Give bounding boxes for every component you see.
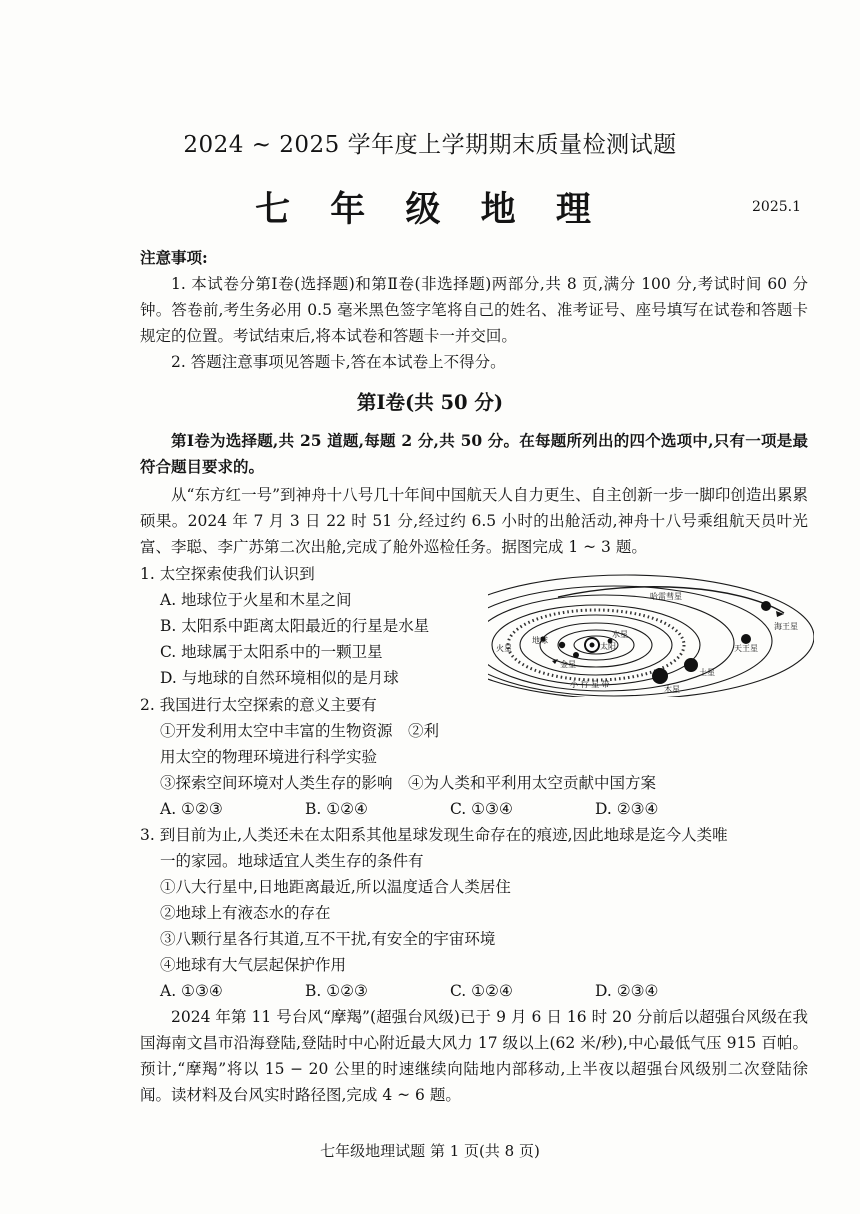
label-saturn: 土星 <box>699 668 715 677</box>
section-title: 第Ⅰ卷(共 50 分) <box>356 391 504 414</box>
q2-stem: 2. 我国进行太空探索的意义主要有 <box>140 696 377 714</box>
q1-option-a: A. 地球位于火星和木星之间 <box>160 591 352 609</box>
exam-date: 2025.1 <box>752 199 801 215</box>
q3-options <box>160 978 760 1004</box>
label-jupiter: 木星 <box>664 685 680 694</box>
q3-stem-line-1: 3. 到目前为止,人类还未在太阳系其他星球发现生命存在的痕迹,因此地球是迄今人类唯 <box>140 826 728 844</box>
q3-option-d: D. ②③④ <box>595 982 659 1000</box>
q1-stem: 1. 太空探索使我们认识到 <box>140 565 315 583</box>
page-footer: 七年级地理试题 第 1 页(共 8 页) <box>320 1142 540 1160</box>
label-mars: 火星 <box>496 644 512 653</box>
label-earth: 地球 <box>532 636 548 645</box>
label-uranus: 天王星 <box>734 644 758 653</box>
q2-option-c: C. ①③④ <box>450 800 513 818</box>
q3-statement-2: ②地球上有液态水的存在 <box>160 904 331 922</box>
q3-statement-3: ③八颗行星各行其道,互不干扰,有安全的宇宙环境 <box>160 930 496 948</box>
label-mercury: 水星 <box>612 630 628 639</box>
q3-option-a: A. ①③④ <box>160 982 223 1000</box>
label-comet: 哈雷彗星 <box>650 592 682 601</box>
solar-system-figure <box>488 569 814 697</box>
q3-statement-1: ①八大行星中,日地距离最近,所以温度适合人类居住 <box>160 878 511 896</box>
notice-item-1: 1. 本试卷分第Ⅰ卷(选择题)和第Ⅱ卷(非选择题)两部分,共 8 页,满分 100 分,考试时间 60 分钟。答卷前,考生务必用 0.5 毫米黑色签字笔将自己的姓名、准考证号、座号填写在试卷和答题卡规定的位置。考试结束后,将本试卷和答题卡一并交回。 <box>140 275 808 345</box>
section-intro: 第Ⅰ卷为选择题,共 25 道题,每题 2 分,共 50 分。在每题所列出的四个选项中,只有一项是最符合题目要求的。 <box>140 431 808 476</box>
q3-statement-4: ④地球有大气层起保护作用 <box>160 956 347 974</box>
material-2: 2024 年第 11 号台风“摩羯”(超强台风级)已于 9 月 6 日 16 时 20 分前后以超强台风级在我国海南文昌市沿海登陆,登陆时中心附近最大风力 17 级以上(62 米/秒),中心最低气压 915 百帕。预计,“摩羯”将以 15 − 20 公里的时速继续向陆地内部移动,上半夜以超强台风级别二次登陆徐闻。读材料及台风实时路径图,完成 4 ~ 6 题。 <box>140 1008 808 1104</box>
material-1: 从“东方红一号”到神舟十八号几十年间中国航天人自力更生、自主创新一步一脚印创造出累累硕果。2024 年 7 月 3 日 22 时 51 分,经过约 6.5 小时的出舱活动,神舟十八号乘组航天员叶光富、李聪、李广苏第二次出舱,完成了舱外巡检任务。据图完成 1 ~ 3 题。 <box>140 486 808 556</box>
q1-option-c: C. 地球属于太阳系中的一颗卫星 <box>160 643 383 661</box>
q2-statement-2: ③探索空间环境对人类生存的影响 ④为人类和平利用太空贡献中国方案 <box>160 774 657 792</box>
q2-option-b: B. ①②④ <box>305 800 368 818</box>
q2-statement-1-cont: 用太空的物理环境进行科学实验 <box>160 748 378 766</box>
solar-system-diagram <box>488 569 814 697</box>
q2-option-d: D. ②③④ <box>595 800 659 818</box>
label-venus: 金星 <box>560 660 576 669</box>
q1-option-b: B. 太阳系中距离太阳最近的行星是水星 <box>160 617 430 635</box>
q3-stem-line-2: 一的家园。地球适宜人类生存的条件有 <box>160 852 424 870</box>
notice-item-2: 2. 答题注意事项见答题卡,答在本试卷上不得分。 <box>171 353 506 371</box>
q2-statement-1: ①开发利用太空中丰富的生物资源 ②利 <box>160 722 440 740</box>
q2-options <box>160 796 760 822</box>
q3-option-c: C. ①②④ <box>450 982 513 1000</box>
label-sun: 太阳 <box>600 642 616 651</box>
exam-title: 2024 ~ 2025 学年度上学期期末质量检测试题 <box>183 132 677 158</box>
label-neptune: 海王星 <box>774 622 798 631</box>
label-asteroid-belt: 小 行 星 带 <box>570 680 610 689</box>
exam-subject: 七 年 级 地 理 <box>255 189 605 230</box>
notice-heading: 注意事项: <box>140 248 208 267</box>
q3-option-b: B. ①②③ <box>305 982 368 1000</box>
q2-option-a: A. ①②③ <box>160 800 223 818</box>
q1-option-d: D. 与地球的自然环境相似的是月球 <box>160 669 399 687</box>
